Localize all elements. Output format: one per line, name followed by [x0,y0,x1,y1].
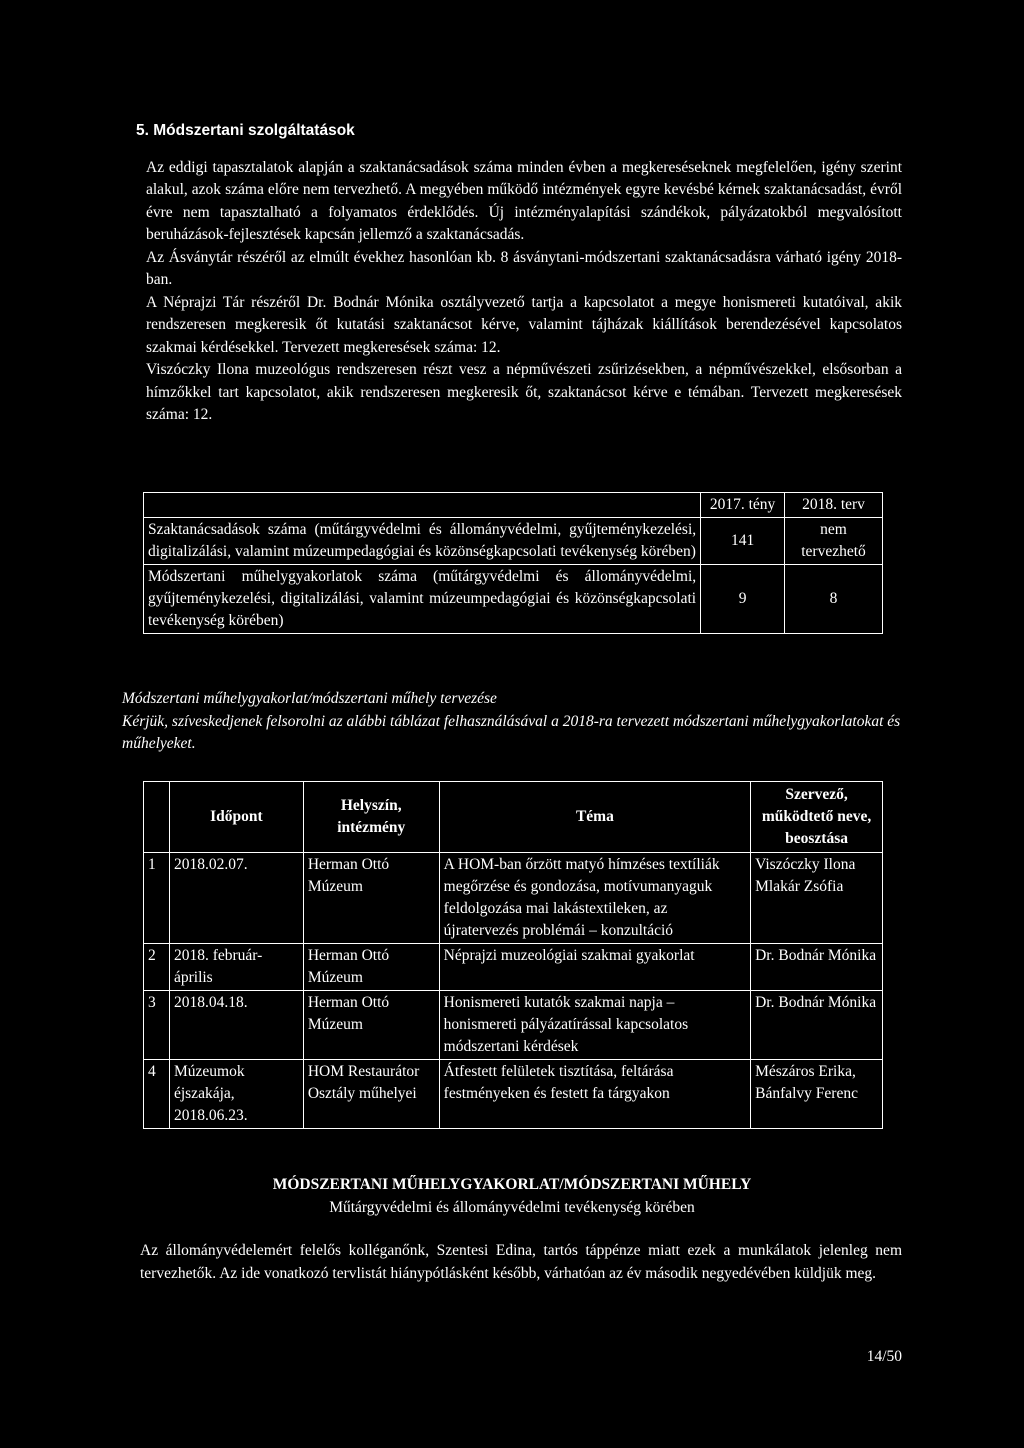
stats-row-2017: 141 [701,518,785,565]
stats-header-empty [144,493,701,518]
stats-row-label: Módszertani műhelygyakorlatok száma (műtárgyvédelmi és állományvédelmi, gyűjteménykezelési, digitalizálási, valamint múzeumpedagógiai és közönségkapcsolati tevékenység körében) [144,565,701,634]
cell-topic: Átfestett felületek tisztítása, feltárása festményeken és festett fa tárgyakon [439,1060,750,1129]
header-date: Időpont [169,782,303,853]
table-row [144,1060,883,1129]
table-row [144,853,883,944]
closing-paragraph-wrap [122,1240,902,1285]
subsection-heading [122,1174,902,1219]
cell-organizer: Dr. Bodnár Mónika [751,991,883,1060]
paragraph-1: Az eddigi tapasztalatok alapján a szaktanácsadások száma minden évben a megkereséseknek megfelelően, igény szerint alakul, azok száma előre nem tervezhető. A megyében működő intézmények egyre kevésbé kérnek szaktanácsadást, évről évre nem tapasztalható a folyamatos érdeklődés. Új intézményalapítási szándékok, pályázatokból megvalósított beruházások-fejlesztések kapcsán jellemző a szaktanácsadás. [146,158,902,243]
cell-date: 2018.02.07. [169,853,303,944]
subsection-title: MÓDSZERTANI MŰHELYGYAKORLAT/MÓDSZERTANI MŰHELY [272,1176,752,1193]
table-row [144,565,883,634]
cell-num: 1 [144,853,170,944]
stats-row-label: Szaktanácsadások száma (műtárgyvédelmi és állományvédelmi, gyűjteménykezelési, digitalizálási, valamint múzeumpedagógiai és közönségkapcsolati tevékenység körében) [144,518,701,565]
stats-header-row [144,493,883,518]
cell-place: HOM Restaurátor Osztály műhelyei [303,1060,439,1129]
cell-organizer: Viszóczky Ilona Mlakár Zsófia [751,853,883,944]
page-number: 14/50 [866,1348,902,1365]
cell-topic: Honismereti kutatók szakmai napja – honismereti pályázatírással kapcsolatos módszertani kérdések [439,991,750,1060]
header-organizer: Szervező, működtető neve, beosztása [751,782,883,853]
paragraph-4: Viszóczky Ilona muzeológus rendszeresen részt vesz a népművészeti zsűrizésekben, a népművészekkel, elsősorban a hímzőkkel tart kapcsolatot, akik rendszeresen megkeresik őt, szaktanácsot kérve e témában. Tervezett megkeresések száma: 12. [146,361,902,423]
section-body [122,157,902,427]
table-row [144,944,883,991]
header-place: Helyszín, intézmény [303,782,439,853]
cell-topic: A HOM-ban őrzött matyó hímzéses textíliák megőrzése és gondozása, motívumanyaguk feldolgozása mai lakástextileken, az újratervezés problémái – konzultáció [439,853,750,944]
table-row [144,518,883,565]
cell-num: 4 [144,1060,170,1129]
cell-date: 2018. február-április [169,944,303,991]
workshop-planning-instruction: Kérjük, szíveskedjenek felsorolni az alábbi táblázat felhasználásával a 2018-ra tervezett módszertani műhelygyakorlatokat és műhelyeket. [122,712,901,752]
paragraph-3: A Néprajzi Tár részéről Dr. Bodnár Mónika osztályvezető tartja a kapcsolatot a megye honismereti kutatóival, akik rendszeresen megkeresik őt kutatási szaktanácsot kérve, valamint tájházak kiállítások berendezésével kapcsolatos szakmai kérdésekkel. Tervezett megkeresések száma: 12. [146,293,902,356]
header-topic: Téma [439,782,750,853]
stats-row-2017: 9 [701,565,785,634]
subsection-subtitle: Műtárgyvédelmi és állományvédelmi tevékenység körében [329,1198,695,1216]
section-title: 5. Módszertani szolgáltatások [136,122,355,139]
cell-date: 2018.04.18. [169,991,303,1060]
cell-place: Herman Ottó Múzeum [303,944,439,991]
workshop-table [143,781,883,1129]
paragraph-2: Az Ásványtár részéről az elmúlt évekhez hasonlóan kb. 8 ásványtani-módszertani szaktanácsadásra várható igény 2018-ban. [146,248,902,288]
cell-date: Múzeumok éjszakája, 2018.06.23. [169,1060,303,1129]
stats-table [143,492,883,634]
cell-place: Herman Ottó Múzeum [303,991,439,1060]
stats-header-2018: 2018. terv [785,493,883,518]
stats-header-2017: 2017. tény [701,493,785,518]
header-num [144,782,170,853]
table-row [144,991,883,1060]
page-content [122,120,902,427]
workshop-planning-note [122,688,902,756]
cell-place: Herman Ottó Múzeum [303,853,439,944]
workshop-header-row [144,782,883,853]
cell-topic: Néprajzi muzeológiai szakmai gyakorlat [439,944,750,991]
workshop-planning-title: Módszertani műhelygyakorlat/módszertani műhely tervezése [122,690,497,707]
stats-row-2018: 8 [785,565,883,634]
cell-organizer: Mészáros Erika, Bánfalvy Ferenc [751,1060,883,1129]
cell-organizer: Dr. Bodnár Mónika [751,944,883,991]
cell-num: 3 [144,991,170,1060]
stats-row-2018: nem tervezhető [785,518,883,565]
closing-paragraph: Az állományvédelemért felelős kolléganőnk, Szentesi Edina, tartós táppénze miatt ezek a munkálatok jelenleg nem tervezhetők. Az ide vonatkozó tervlistát hiánypótlásként később, várhatóan az év második negyedévében küldjük meg. [140,1242,902,1282]
cell-num: 2 [144,944,170,991]
